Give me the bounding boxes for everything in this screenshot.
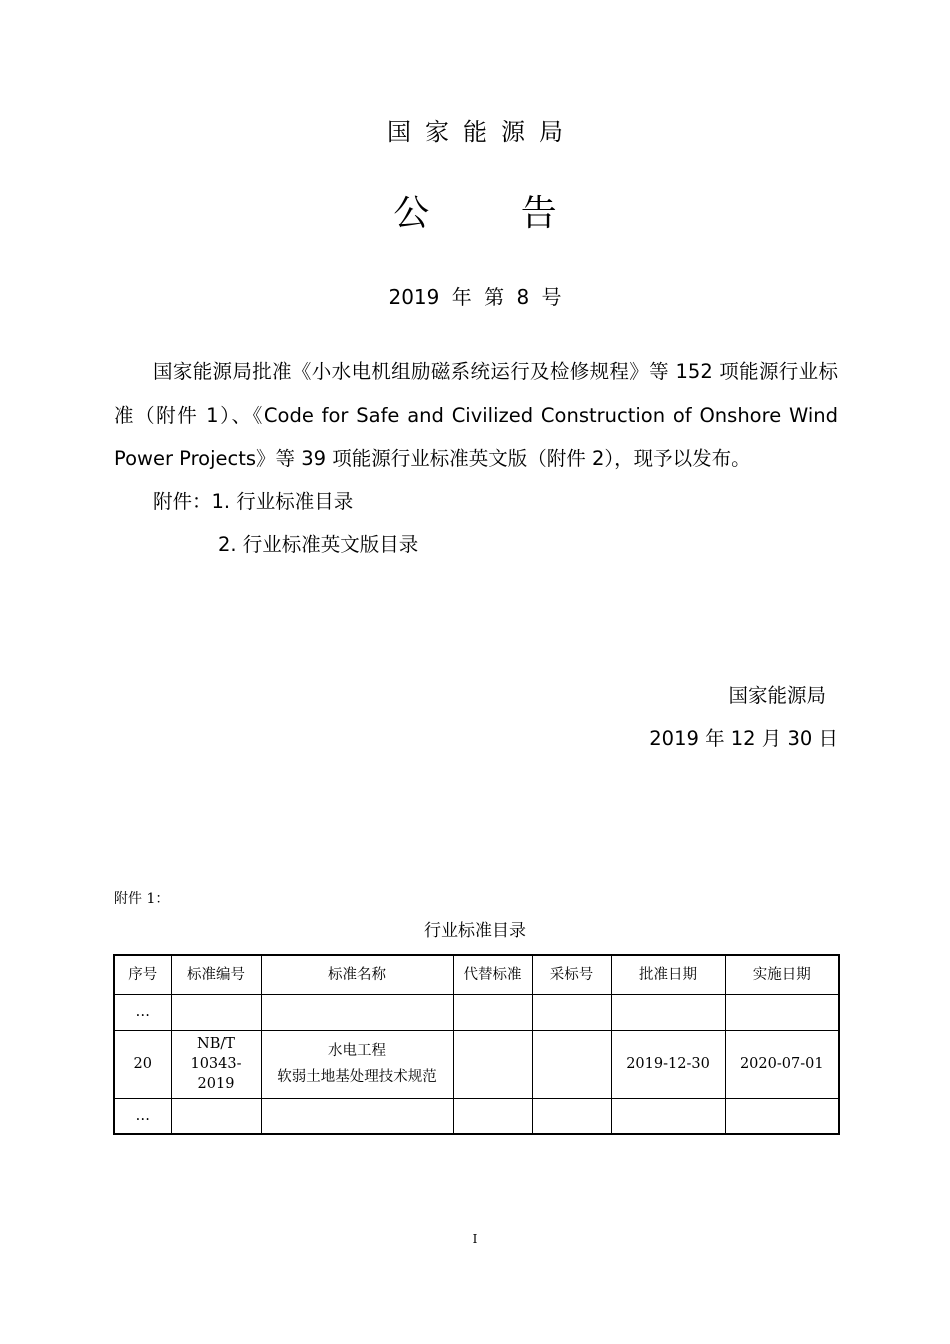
cell-name — [261, 1098, 453, 1134]
cell-code — [171, 994, 261, 1030]
cell-name — [261, 1030, 453, 1098]
cell-replaces — [453, 1098, 532, 1134]
signature-date: 2019 年 12 月 30 日 — [649, 727, 838, 750]
column-header-code: 标准编号 — [171, 955, 261, 994]
announcement-paragraph: 国家能源局批准《小水电机组励磁系统运行及检修规程》等 152 项能源行业标准（附件 1）、《Code for Safe and Civilized Construction of Onshore Wind Power Projects》等 39 项能源行业标准英文版（附件 2），现予以发布。 — [114, 360, 838, 470]
attachment-list-item-1: 附件：1. 行业标准目录 — [153, 490, 354, 513]
notice-title: 公 告 — [393, 193, 597, 234]
table-row — [114, 994, 839, 1030]
cell-no: … — [114, 994, 171, 1030]
column-header-adopted: 采标号 — [532, 955, 611, 994]
attachment-list-item-2: 2. 行业标准英文版目录 — [218, 533, 419, 556]
cell-approved: 2019-12-30 — [611, 1030, 725, 1098]
cell-adopted — [532, 1098, 611, 1134]
column-header-name: 标准名称 — [261, 955, 453, 994]
cell-approved — [611, 994, 725, 1030]
table-row — [114, 1098, 839, 1134]
table-row — [114, 1030, 839, 1098]
cell-approved — [611, 1098, 725, 1134]
cell-name — [261, 994, 453, 1030]
issue-number: 2019 年 第 8 号 — [388, 285, 562, 309]
agency-heading: 国家能源局 — [387, 118, 577, 146]
cell-effective — [725, 1098, 839, 1134]
name-line-2: 软弱土地基处理技术规范 — [277, 1069, 437, 1085]
name-line-1: 水电工程 — [328, 1043, 386, 1059]
cell-no: 20 — [114, 1030, 171, 1098]
table-header-row — [114, 955, 839, 994]
column-header-effective: 实施日期 — [725, 955, 839, 994]
column-header-replaces: 代替标准 — [453, 955, 532, 994]
cell-code — [171, 1098, 261, 1134]
standards-table — [113, 954, 840, 1135]
cell-adopted — [532, 994, 611, 1030]
page-number: I — [472, 1232, 478, 1246]
signature-agency: 国家能源局 — [728, 684, 826, 707]
attachment-label: 附件 1： — [114, 891, 170, 907]
cell-replaces — [453, 994, 532, 1030]
cell-replaces — [453, 1030, 532, 1098]
code-line-2: 10343-2019 — [190, 1056, 242, 1092]
table-title: 行业标准目录 — [424, 921, 526, 941]
column-header-no: 序号 — [114, 955, 171, 994]
cell-effective — [725, 994, 839, 1030]
cell-code — [171, 1030, 261, 1098]
cell-effective: 2020-07-01 — [725, 1030, 839, 1098]
code-line-1: NB/T — [197, 1036, 235, 1052]
cell-no: … — [114, 1098, 171, 1134]
column-header-approved: 批准日期 — [611, 955, 725, 994]
cell-adopted — [532, 1030, 611, 1098]
